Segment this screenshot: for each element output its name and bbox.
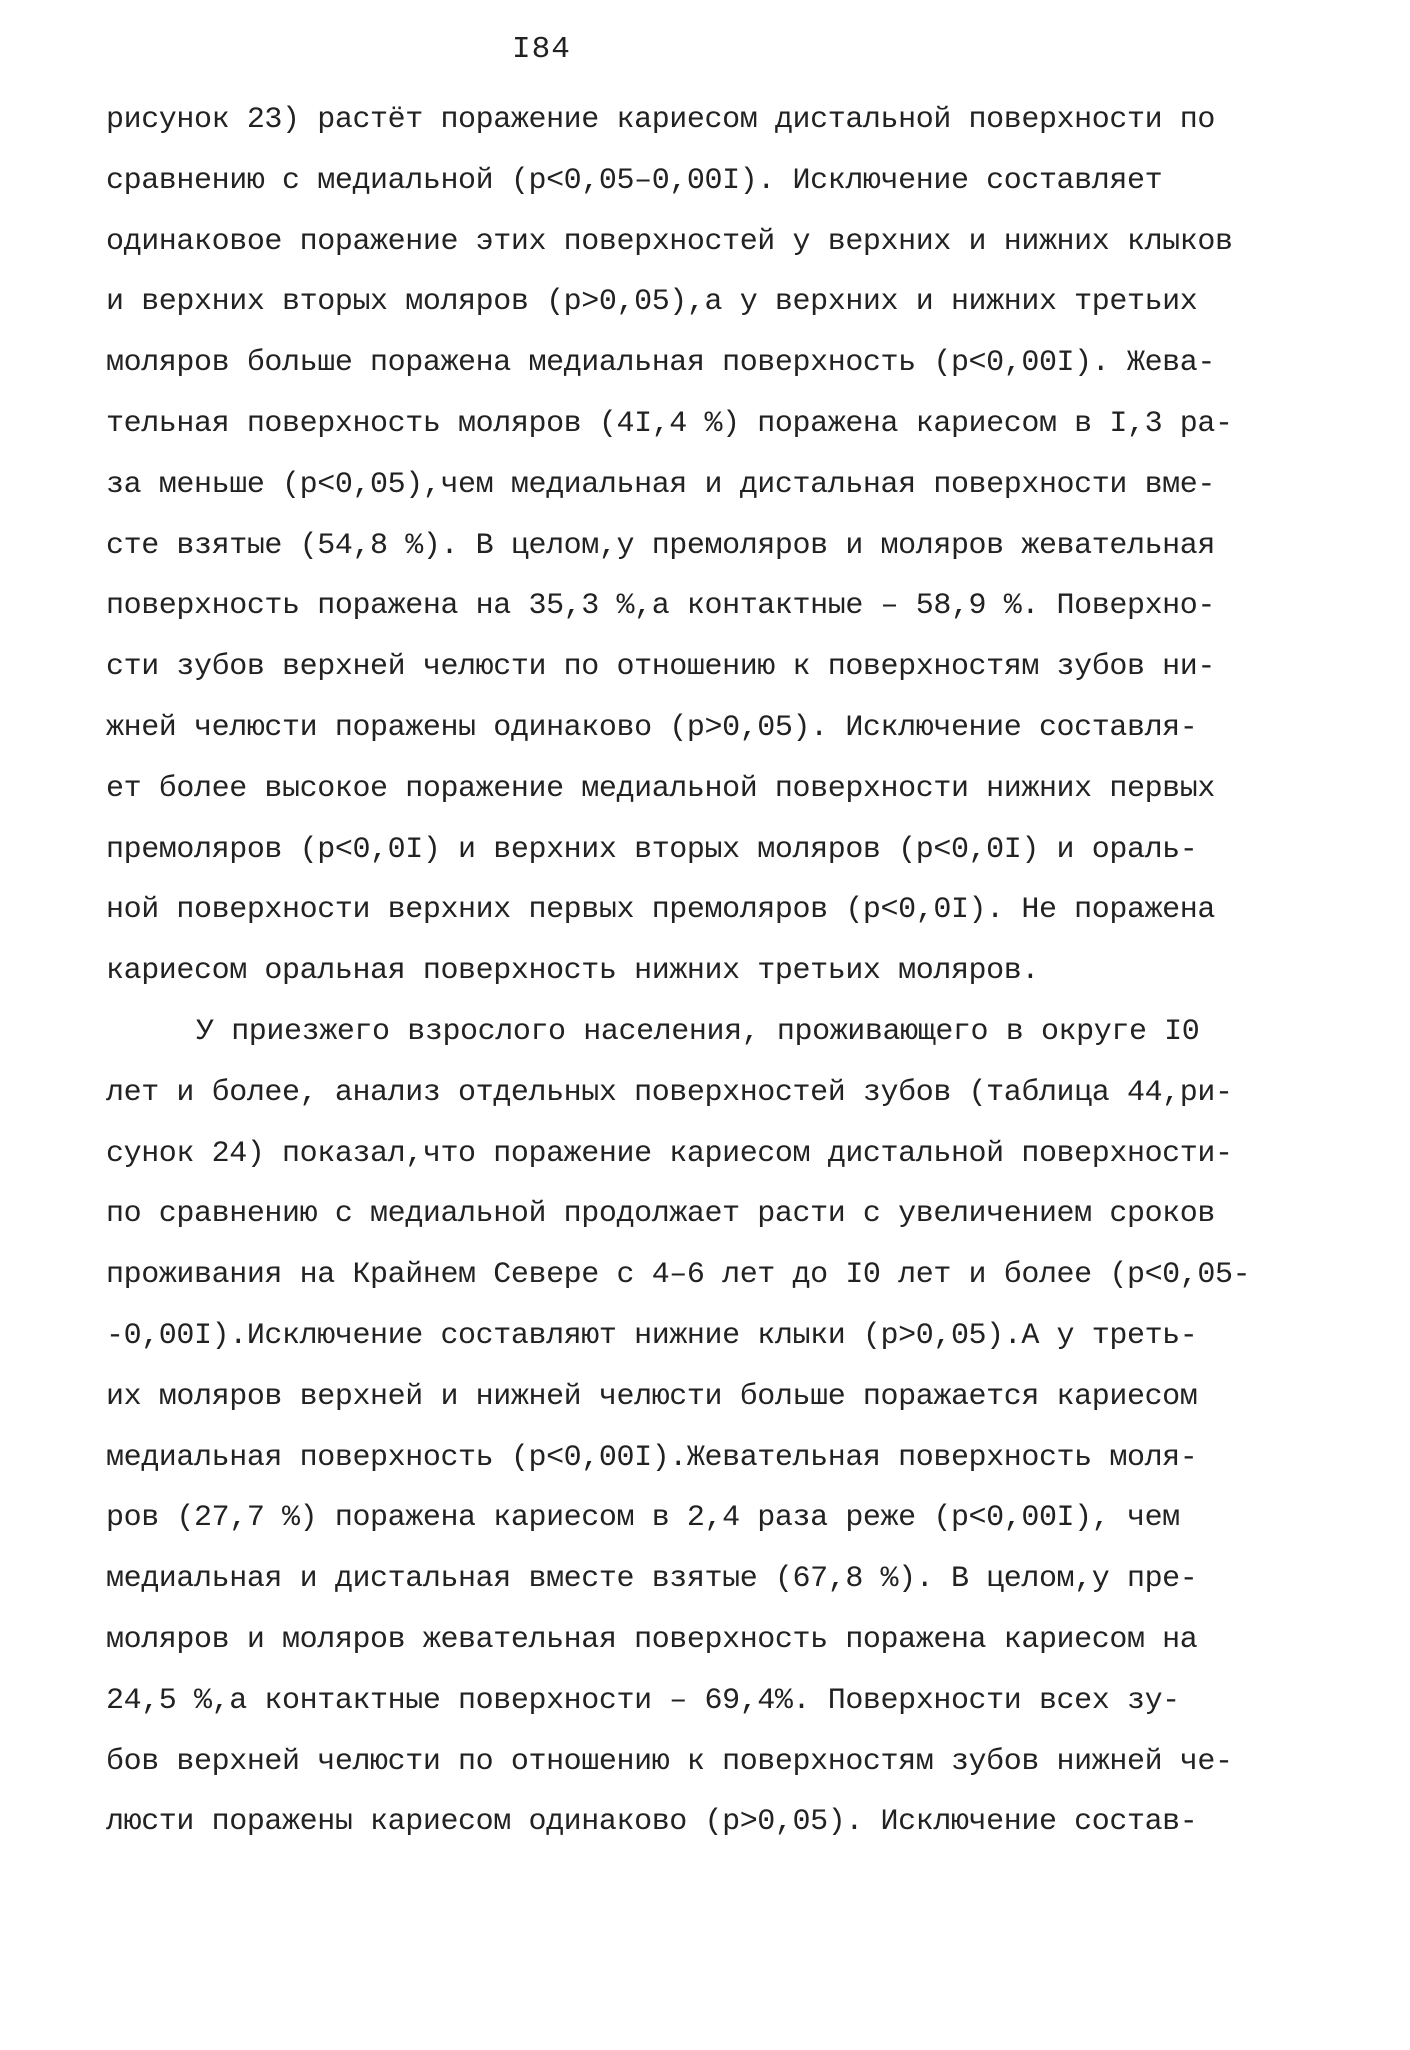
paragraph-1 <box>106 90 1321 1002</box>
text-line: лет и более, анализ отдельных поверхностей зубов (таблица 44,ри- <box>106 1075 1233 1110</box>
text-line: бов верхней челюсти по отношению к поверхностям зубов нижней че- <box>106 1744 1233 1779</box>
text-line: ной поверхности верхних первых премоляров (р<0,0I). Не поражена <box>106 893 1215 928</box>
text-line: премоляров (р<0,0I) и верхних вторых моляров (р<0,0I) и ораль- <box>106 832 1198 867</box>
text-line: за меньше (р<0,05),чем медиальная и дистальная поверхности вме- <box>106 467 1215 502</box>
text-line: люсти поражены кариесом одинаково (р>0,05). Исключение состав- <box>106 1805 1198 1840</box>
text-line: сунок 24) показал,что поражение кариесом дистальной поверхности- <box>106 1136 1233 1171</box>
text-line: тельная поверхность моляров (4I,4 %) поражена кариесом в I,3 ра- <box>106 406 1233 441</box>
text-line: по сравнению с медиальной продолжает расти с увеличением сроков <box>106 1197 1215 1232</box>
text-line: медиальная поверхность (р<0,00I).Жевательная поверхность моля- <box>106 1440 1198 1475</box>
text-line: У приезжего взрослого населения, проживающего в округе I0 <box>196 1014 1200 1049</box>
text-line: жней челюсти поражены одинаково (р>0,05). Исключение составля- <box>106 710 1198 745</box>
text-line: их моляров верхней и нижней челюсти больше поражается кариесом <box>106 1379 1198 1414</box>
text-line: сте взятые (54,8 %). В целом,у премоляров и моляров жевательная <box>106 528 1215 563</box>
text-line: 24,5 %,а контактные поверхности – 69,4%. Поверхности всех зу- <box>106 1683 1180 1718</box>
text-line: одинаковое поражение этих поверхностей у верхних и нижних клыков <box>106 224 1233 259</box>
text-line: сти зубов верхней челюсти по отношению к поверхностям зубов ни- <box>106 650 1215 685</box>
text-line: сравнению с медиальной (р<0,05–0,00I). Исключение составляет <box>106 163 1163 198</box>
page-number: I84 <box>512 32 571 67</box>
text-line: ет более высокое поражение медиальной поверхности нижних первых <box>106 771 1215 806</box>
paragraph-2 <box>106 1002 1321 1853</box>
text-line: поверхность поражена на 35,3 %,а контактные – 58,9 %. Поверхно- <box>106 589 1215 624</box>
text-line: -0,00I).Исключение составляют нижние клыки (р>0,05).А у треть- <box>106 1318 1198 1353</box>
text-line: моляров и моляров жевательная поверхность поражена кариесом на <box>106 1622 1198 1657</box>
text-line: и верхних вторых моляров (р>0,05),а у верхних и нижних третьих <box>106 285 1198 320</box>
text-line: проживания на Крайнем Севере с 4–6 лет до I0 лет и более (р<0,05- <box>106 1258 1251 1293</box>
text-line: ров (27,7 %) поражена кариесом в 2,4 раза реже (р<0,00I), чем <box>106 1501 1180 1536</box>
text-line: моляров больше поражена медиальная поверхность (р<0,00I). Жева- <box>106 346 1215 381</box>
body-text <box>106 90 1321 1853</box>
text-line: кариесом оральная поверхность нижних третьих моляров. <box>106 954 1039 989</box>
text-line: рисунок 23) растёт поражение кариесом дистальной поверхности по <box>106 103 1215 137</box>
text-line: медиальная и дистальная вместе взятые (67,8 %). В целом,у пре- <box>106 1562 1198 1597</box>
